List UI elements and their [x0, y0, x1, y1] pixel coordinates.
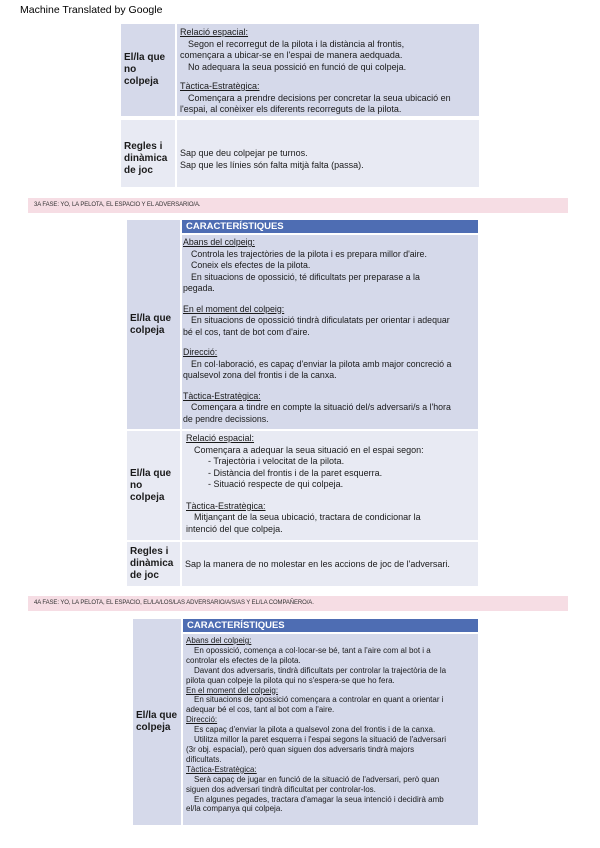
text-line: Utilitza millor la paret esquerra i l'espai segons la situació de l'adversari	[194, 735, 447, 745]
phase3-band: 3A FASE: YO, LA PELOTA, EL ESPACIO Y EL ADVERSARIO/A.	[28, 198, 568, 213]
block2-row1-content	[182, 235, 478, 429]
text-line: En algunes pegades, tractara d'amagar la seua intenció i decidirà amb	[194, 794, 444, 804]
text-line: intenció del que colpeja.	[186, 523, 283, 534]
label-line: de joc	[130, 570, 159, 581]
machine-translated-header: Machine Translated by Google	[20, 4, 163, 16]
label-line: no	[130, 479, 143, 491]
label-line: dinàmica	[130, 558, 174, 569]
heading-tactica-estrategica: Tàctica-Estratègica:	[183, 390, 261, 401]
heading-moment-colpeig: En el moment del colpeig:	[183, 303, 285, 314]
text-line: dificultats.	[186, 754, 222, 764]
text-line: En col·laboració, es capaç d'enviar la pilota amb major concreció a	[191, 358, 452, 369]
text-line: siguen dos adversari tindrà dificultat per controlar-los.	[186, 784, 376, 794]
label-line: El/la que	[124, 52, 166, 63]
heading-abans-colpeig: Abans del colpeig:	[186, 636, 252, 645]
block1-row1-content	[177, 24, 479, 116]
text-line: qualsevol zona del frontis i de la canxa.	[183, 370, 337, 380]
block3-row1-content	[183, 634, 478, 825]
label-line: El/la que	[130, 467, 172, 479]
block1-row2-content	[177, 120, 479, 187]
text-line: Coneix els efectes de la pilota.	[191, 260, 311, 270]
text-line: pegada.	[183, 283, 215, 293]
text-line: Començara a adequar la seua situació en el espai segon:	[194, 444, 424, 455]
text-line: començara a ubicar-se en l'espai de manera aedquada.	[180, 50, 403, 60]
text-line: - Distància del frontis i de la paret esquerra.	[208, 467, 383, 478]
text-line: Mitjançant de la seua ubicació, tractara de condicionar la	[194, 512, 421, 522]
label-line: dinàmica	[124, 152, 168, 164]
text-line: pilota quan colpeje la pilota qui no s'espera-se que ho fera.	[186, 675, 395, 685]
text-line: Serà capaç de jugar en funció de la situació de l'adversari, però quan	[194, 774, 440, 784]
label-line: colpeja	[124, 76, 159, 87]
label-line: colpeja	[136, 722, 171, 733]
heading-moment-colpeig: En el moment del colpeig:	[186, 685, 279, 695]
text-line: Sap que les línies són falta mitjà falta (passa).	[180, 159, 364, 170]
block3-row1-label	[133, 619, 181, 825]
label-line: El/la que	[130, 312, 172, 324]
heading-relacio-espacial: Relació espacial:	[186, 433, 255, 443]
block2-title: CARACTERÍSTIQUES	[182, 220, 478, 233]
text-line: Començara a prendre decisions per concretar la seua ubicació en	[188, 92, 451, 103]
text-line: Segon el recorregut de la pilota i la distància al frontis,	[188, 38, 405, 49]
heading-abans-colpeig: Abans del colpeig:	[183, 237, 255, 247]
text-line: bé el cos, tant de bot com d'aire.	[183, 326, 310, 337]
heading-relacio-espacial: Relació espacial:	[180, 27, 249, 37]
phase4-band: 4A FASE: YO, LA PELOTA, EL ESPACIO, EL/LA/LOS/LAS ADVERSARIO/A/S/AS Y EL/LA COMPAÑERO/A.	[28, 596, 568, 611]
text-line: Es capaç d'enviar la pilota a qualsevol zona del frontis i de la canxa.	[194, 725, 436, 735]
text-line: - Situació respecte de qui colpeja.	[208, 479, 344, 489]
text-line: Començara a tindre en compte la situació del/s adversari/s a l'hora	[191, 402, 451, 412]
text-line: el/la companya qui colpeja.	[186, 804, 283, 814]
text-line: No adequara la seua possició en funció de qui colpeja.	[188, 61, 407, 72]
text-line: Sap que deu colpejar pe turnos.	[180, 148, 308, 158]
text-line: En situacions de opossició començara a controlar en quant a orientar i	[194, 695, 444, 705]
heading-tactica-estrategica: Tàctica-Estratègica:	[180, 81, 260, 91]
block2-row3-label	[127, 542, 180, 586]
text-line: Sap la manera de no molestar en les accions de joc de l'adversari.	[185, 559, 450, 569]
label-line: Regles i	[124, 140, 163, 152]
block2-row1-label	[127, 220, 180, 429]
block2-row2-label	[127, 431, 180, 540]
label-line: de joc	[124, 164, 153, 176]
block3-title: CARACTERÍSTIQUES	[183, 619, 478, 632]
label-line: Regles i	[130, 546, 169, 557]
text-line: (3r obj. espacial), però quan siguen dos adversaris tindrà majors	[186, 744, 415, 754]
heading-tactica-estrategica: Tàctica-Estratègica:	[186, 764, 257, 774]
block2-row3-content	[182, 542, 478, 586]
text-line: En situacions de opossició, té dificultats per preparase a la	[191, 271, 420, 282]
text-line: En situacions de opossició tindrà dificulatats per orientar i adequar	[191, 315, 450, 325]
text-line: Davant dos adversaris, tindrà dificultats per controlar la trajectòria de la	[194, 665, 447, 675]
block1-row1-label	[121, 24, 175, 116]
label-line: no	[124, 64, 137, 75]
heading-tactica-estrategica: Tàctica-Estratègica:	[186, 500, 266, 511]
label-line: El/la que	[136, 710, 178, 721]
block2-row2-content	[182, 431, 478, 540]
label-line: colpeja	[130, 324, 165, 336]
text-line: l'espai, al conèixer els diferents recorreguts de la pilota.	[180, 104, 402, 114]
heading-direccio: Direcció:	[183, 347, 218, 357]
block1-row2-label	[121, 120, 175, 187]
label-line: colpeja	[130, 491, 165, 503]
text-line: En opossició, comença a col·locar-se bé, tant a l'aire com al bot i a	[194, 645, 431, 655]
text-line: de pendre decissions.	[183, 413, 269, 424]
text-line: Controla les trajectòries de la pilota i es prepara millor d'aire.	[191, 248, 427, 259]
heading-direccio: Direcció:	[186, 715, 218, 725]
text-line: controlar els efectes de la pilota.	[186, 655, 301, 665]
text-line: adequar bé el cos, tant al bot com a l'aire.	[186, 705, 335, 715]
text-line: - Trajectòria i velocitat de la pilota.	[208, 456, 345, 466]
